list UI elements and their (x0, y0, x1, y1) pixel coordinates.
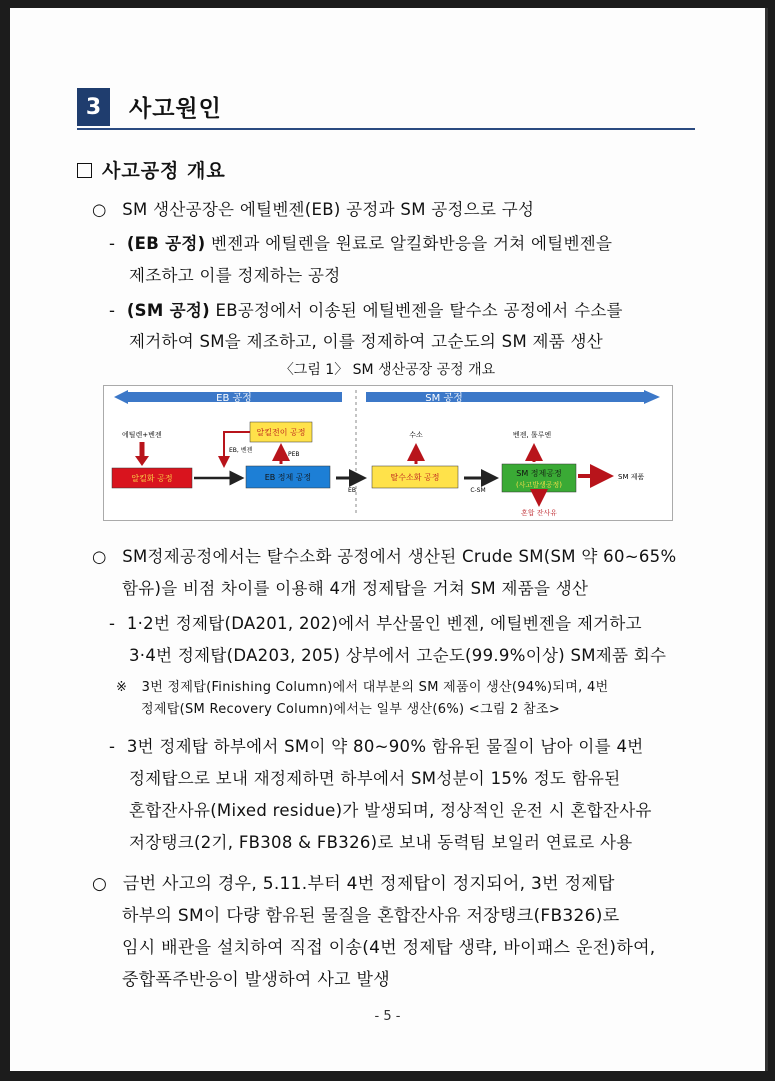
csm-label: C-SM (470, 487, 486, 494)
paragraph-2-line2: 함유)을 비점 차이를 이용해 4개 정제탑을 거쳐 SM 제품을 생산 (122, 579, 589, 598)
dash-marker: - (109, 234, 116, 253)
benzene-toluene-label: 벤젠, 톨루엔 (512, 431, 552, 439)
section-heading (77, 88, 695, 132)
note-text: 3번 정제탑(Finishing Column)에서 대부분의 SM 제품이 생산(94%)되며, 4번 (141, 680, 609, 695)
process-diagram-svg (104, 386, 672, 520)
note-line2: 정제탑(SM Recovery Column)에서는 일부 생산(6%) <그림 2 참조> (141, 702, 561, 717)
sm-process-item-line2: 제거하여 SM을 제조하고, 이를 정제하여 고순도의 SM 제품 생산 (129, 332, 604, 351)
eb-flow-label: EB (348, 487, 356, 494)
section-title: 사고원인 (129, 96, 222, 122)
sm-process-text: EB공정에서 이송된 에틸벤젠을 탈수소 공정에서 수소를 (209, 301, 623, 320)
page-number: - 5 - (374, 1009, 401, 1024)
purification-item-line1 (109, 610, 642, 634)
sm-product-label: SM 제품 (618, 473, 645, 481)
process-diagram (103, 385, 673, 521)
sm-process-label: (SM 공정) (126, 301, 210, 320)
eb-process-item-line1 (109, 230, 612, 254)
note-mark: ※ (116, 680, 128, 695)
checkbox-square-icon (77, 163, 92, 178)
eb-process-text: 벤젠과 에틸렌을 원료로 알킬화반응을 거쳐 에틸벤젠을 (205, 234, 613, 253)
purification-item-line2: 3·4번 정제탑(DA203, 205) 상부에서 고순도(99.9%이상) SM제품 회수 (129, 646, 667, 665)
paragraph-2-line1 (92, 543, 676, 567)
residue-item-line2: 정제탑으로 보내 재정제하면 하부에서 SM성분이 15% 정도 함유된 (129, 769, 621, 788)
dash-marker: - (109, 737, 116, 756)
paragraph-3-line4: 중합폭주반응이 발생하여 사고 발생 (122, 970, 390, 990)
subsection-heading (77, 156, 226, 183)
accident-process-label: (사고발생공정) (515, 481, 563, 489)
sm-banner-arrow (366, 390, 660, 404)
document-page (10, 8, 768, 1071)
residue-item-line4: 저장탱크(2기, FB308 & FB326)로 보내 동력팀 보일러 연료로 사용 (129, 833, 633, 852)
eb-process-label: (EB 공정) (126, 234, 206, 253)
bullet-circle: ○ (92, 547, 107, 566)
paragraph-3-line1 (92, 869, 615, 894)
subsection-title: 사고공정 개요 (102, 160, 226, 182)
paragraph-2-text: SM정제공정에서는 탈수소화 공정에서 생산된 Crude SM(SM 약 60∼65% (122, 547, 677, 566)
section-rule (77, 128, 695, 130)
paragraph-1-line (92, 196, 534, 220)
feed-label: 에틸렌+벤젠 (122, 431, 162, 439)
dash-marker: - (109, 301, 116, 320)
paragraph-3-text: 금번 사고의 경우, 5.11.부터 4번 정제탑이 정지되어, 3번 정제탑 (122, 874, 615, 894)
dash-marker: - (109, 614, 116, 633)
alkylation-label: 알킬화 공정 (131, 474, 173, 483)
residue-item-line1 (109, 733, 643, 757)
residue-item-text: 3번 정제탑 하부에서 SM이 약 80~90% 함유된 물질이 남아 이를 4번 (126, 737, 644, 756)
residue-item-line3: 혼합잔사유(Mixed residue)가 발생되며, 정상적인 운전 시 혼합잔사유 (129, 801, 652, 820)
note-line1 (116, 676, 608, 695)
sm-purification-label: SM 정제공정 (516, 469, 562, 478)
hydrogen-label: 수소 (409, 431, 423, 439)
eb-process-item-line2: 제조하고 이를 정제하는 공정 (129, 266, 341, 285)
paragraph-3-line3: 임시 배관을 설치하여 직접 이송(4번 정제탑 생략, 바이패스 운전)하여, (122, 938, 656, 958)
sm-process-item-line1 (109, 297, 623, 321)
transalkylation-label: 알킬전이 공정 (256, 428, 306, 437)
eb-banner-label: EB 공정 (216, 393, 252, 404)
eb-benzene-label: EB, 벤젠 (229, 447, 253, 454)
dehydrogenation-label: 탈수소화 공정 (390, 473, 440, 482)
paragraph-1-text: SM 생산공장은 에틸벤젠(EB) 공정과 SM 공정으로 구성 (122, 200, 535, 219)
purification-item-text: 1·2번 정제탑(DA201, 202)에서 부산물인 벤젠, 에틸벤젠을 제거하고 (126, 614, 642, 633)
figure-caption: 〈그림 1〉 SM 생산공장 공정 개요 (279, 362, 496, 378)
paragraph-3-line2: 하부의 SM이 다량 함유된 물질을 혼합잔사유 저장탱크(FB326)로 (122, 906, 620, 926)
bullet-circle: ○ (92, 874, 108, 894)
bullet-circle: ○ (92, 200, 107, 219)
eb-purification-label: EB 정제 공정 (264, 473, 312, 482)
mixed-residue-label: 혼합 잔사유 (520, 509, 558, 517)
section-number: 3 (77, 88, 110, 126)
peb-label: PEB (288, 451, 300, 458)
sm-banner-label: SM 공정 (425, 393, 463, 404)
